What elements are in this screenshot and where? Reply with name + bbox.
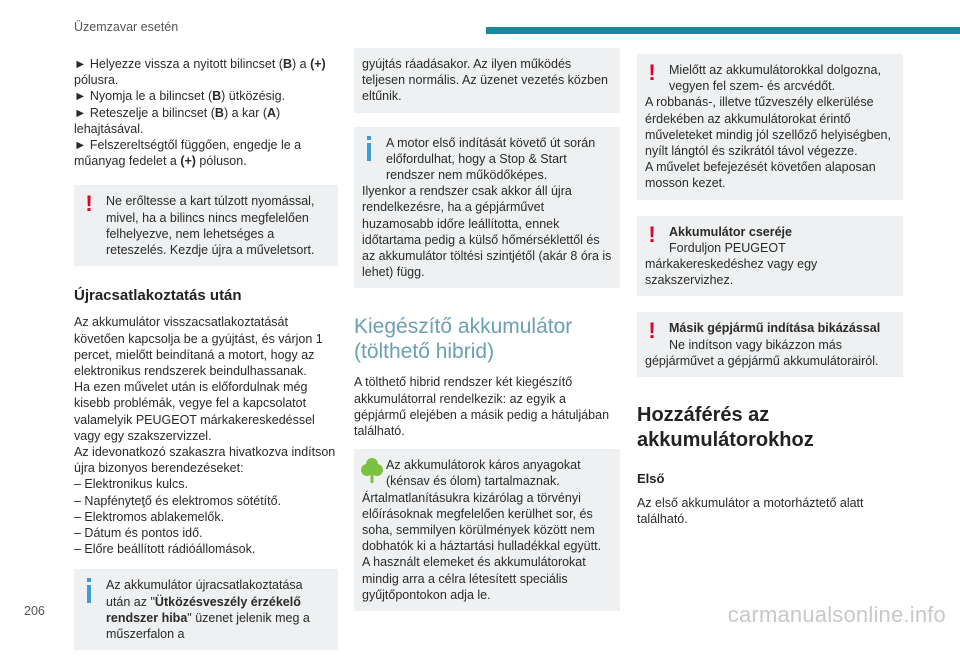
list-item: – Elektronikus kulcs.	[74, 477, 188, 492]
info-box-continued	[354, 48, 620, 113]
step-3: ► Reteszelje a bilincset (B) a kar (A) lehajtásával.	[74, 105, 281, 136]
environment-text: A használt elemeket és akkumulátorokat mindig arra a célra létesített speciális gyűjtőpontokon adja le.	[362, 555, 586, 602]
list-item: – Napfényteţő és elektromos sötétítő.	[74, 493, 282, 508]
warning-title: Akkumulátor cseréje	[669, 224, 792, 239]
column-1	[74, 56, 338, 660]
paragraph: A tölthető hibrid rendszer két kiegészítő akkumulátorral rendelkezik: az egyik a gépjármű elejében a másik pedig a hátuljában található.	[354, 375, 610, 439]
environment-box	[354, 449, 620, 611]
info-icon	[362, 135, 376, 163]
subheading: Első	[637, 471, 665, 487]
warning-text: A művelet befejezését követően alaposan mosson kezet.	[645, 160, 876, 191]
warning-text: Forduljon PEUGEOT márkakereskedéshez vagy egy szakszervizhez.	[645, 240, 818, 288]
paragraph: Az akkumulátor visszacsatlakoztatását követően kapcsolja be a gyújtást, és várjon 1 percet, mielőtt beindítaná a motort, hogy az elektronikus rendszerek beindulhassanak.	[74, 315, 323, 379]
info-text-continued: gyújtás ráadásakor. Az ilyen működés teljesen normális. Az üzenet vezetés közben eltűnik.	[362, 57, 608, 104]
warning-box	[74, 185, 338, 266]
warning-title: Másik gépjármű indítása bikázással	[669, 321, 881, 336]
watermark: carmanualsonline.info	[727, 602, 946, 627]
list-item: – Dátum és pontos idő.	[74, 526, 203, 541]
column-2	[354, 56, 620, 621]
warning-text: Ne erőltesse a kart túlzott nyomással, mivel, ha a bilincs nincs megfelelően felhelyezve, nem lehetséges a reteszelés. Kezdje újra a műveletsort.	[106, 194, 315, 258]
warning-box	[637, 216, 903, 297]
page-header-title: Üzemzavar esetén	[74, 20, 179, 34]
warning-box	[637, 54, 903, 200]
environment-text: Ártalmatlanításukra kizárólag a törvényi előírásoknak megfelelően kerülhet sor, és soha, semmilyen körülmények között nem dobhatók ki a háztartási hulladékkal együtt.	[362, 490, 602, 554]
list-item: – Előre beállított rádióállomások.	[74, 542, 256, 557]
warning-text: Ne indítson vagy bikázzon más gépjárművet a gépjármű akkumulátorairól.	[645, 337, 879, 368]
info-text: Ilyenkor a rendszer csak akkor áll újra rendelkezésre, ha a gépjárművet huzamosabb időre leállította, ennek időtartama pedig a külső hőmérséklettől és az akkumulátor töltési szintjétől (akár 8 óra is lehet) függ.	[362, 184, 612, 280]
environment-icon	[361, 457, 383, 485]
info-box	[74, 569, 338, 650]
info-box	[354, 127, 620, 289]
page-number: 206	[24, 604, 45, 618]
step-1: ► Helyezze vissza a nyitott bilincset (B) a (+) pólusra.	[74, 57, 326, 88]
column-3	[637, 56, 903, 528]
step-2: ► Nyomja le a bilincset (B) ütközésig.	[74, 89, 286, 104]
warning-icon: !	[648, 60, 656, 85]
info-text: Az akkumulátor újracsatlakoztatása után az "Ütközésveszély érzékelő rendszer hiba" üzenet jelenik meg a műszerfalon a	[106, 578, 310, 642]
info-icon	[82, 577, 96, 605]
step-4: ► Felszereltségtől függően, engedje le a műanyag fedelet a (+) póluson.	[74, 138, 302, 169]
section-heading: Újracsatlakoztatás után	[74, 287, 242, 305]
warning-icon: !	[648, 221, 656, 247]
list-item: – Elektromos ablakemelők.	[74, 509, 225, 524]
paragraph: Az idevonatkozó szakaszra hivatkozva indítson újra bizonyos berendezéseket:	[74, 445, 336, 476]
header-accent-bar	[486, 27, 960, 34]
paragraph: Az első akkumulátor a motorháztető alatt található.	[637, 496, 864, 527]
section-heading: Hozzáférés az akkumulátorokhoz	[637, 404, 814, 452]
warning-icon: !	[648, 318, 656, 344]
environment-text: Az akkumulátorok káros anyagokat (kénsav és ólom) tartalmaznak.	[386, 458, 581, 489]
warning-text: Mielőtt az akkumulátorokkal dolgozna, vegyen fel szem- és arcvédőt.	[669, 63, 881, 94]
warning-box	[637, 312, 903, 377]
paragraph: Ha ezen művelet után is előfordulnak még kisebb problémák, vegye fel a kapcsolatot valamelyik PEUGEOT márkakereskedéssel vagy egy szakszervizzel.	[74, 380, 315, 443]
warning-text: A robbanás-, illetve tűzveszély elkerülése érdekében az akkumulátorokat érintő műveleteket mindig jól szellőző helyiségben, nyílt lángtól és szikrától távol végezze.	[645, 95, 891, 159]
section-heading: Kiegészítő akkumulátor (tölthető hibrid)	[354, 315, 573, 364]
warning-icon: !	[85, 191, 93, 217]
info-text: A motor első indítását követő út során előfordulhat, hogy a Stop & Start rendszer nem működőképes.	[386, 135, 596, 183]
